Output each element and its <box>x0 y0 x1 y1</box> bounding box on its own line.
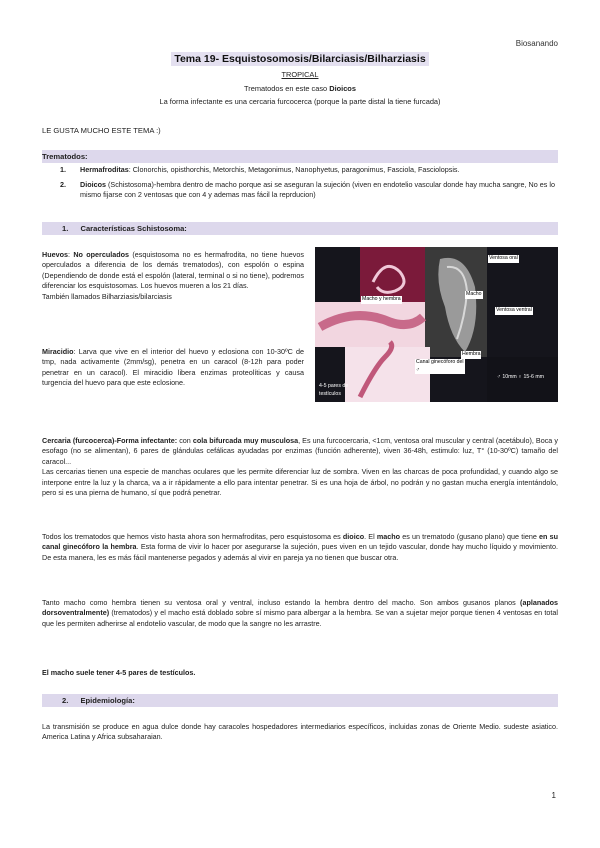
testiculos-paragraph: El macho suele tener 4-5 pares de testículos. <box>42 668 196 677</box>
ventosas-t1: Tanto macho como hembra tienen su ventosa oral y ventral, incluso estando la hembra dentro del macho. Son ambos gusanos planos <box>42 598 521 607</box>
dioico-b2: macho <box>376 532 401 541</box>
cercaria-bold: cola bifurcada muy musculosa <box>192 436 299 445</box>
section-number: 1. <box>62 224 69 233</box>
label-ventosa-oral: Ventosa oral <box>489 255 518 261</box>
miracidio-label: Miracidio <box>42 347 74 356</box>
dioico-t3: es un trematodo (gusano plano) que tiene <box>400 532 540 541</box>
list-bold: Hermafroditas <box>80 165 129 174</box>
section-number: 2. <box>62 696 69 705</box>
remark: LE GUSTA MUCHO ESTE TEMA :) <box>42 126 161 135</box>
ventosas-b1: (aplanados dorsoventralmente) <box>42 598 558 618</box>
label-ventosa-ventral: Ventosa ventral <box>496 307 532 313</box>
subtitle: TROPICAL <box>281 70 319 79</box>
miracidio-paragraph <box>42 347 304 389</box>
cercaria-text-2: Las cercarias tienen una especie de manchas oculares que les permite diferenciar luz de sombra. Viven en las charcas de poca profundidad, y cuando algo se interpone entre la luz y la charca, va a ir rápidamente a ello para intentar penetrar. Si es una hoja de árbol, no podrán y no gastan mucha energía intentándolo, pero si es una pierna de humano, sí que podrá penetrar. <box>42 467 558 498</box>
schistosoma-figure <box>315 247 558 402</box>
list-item <box>60 165 555 175</box>
list-number: 1. <box>60 165 66 174</box>
section-header-caracteristicas <box>42 222 558 235</box>
miracidio-text: : Larva que vive en el interior del huevo y eclosiona con 10-30ºC de tmp, nada activamente (2mm/sg), penetra en un caracol (8-12h para poder penetrar en un caracol). El miracidio libera enzimas proteolíticas y causa turgencia del huevo para que este eclosione. <box>42 347 304 388</box>
intro-line-1 <box>0 84 600 95</box>
ventosas-t2: (trematodos) y el macho está doblado sobre sí mismo para albergar a la hembra. Se van a sujetar mejor porque tienen 4 ventosas en total que les permiten adherirse al endotelio vascular, de modo que la sangre no les arrastre. <box>42 608 558 628</box>
section-title: Trematodos: <box>42 152 88 161</box>
huevos-bold: No operculados <box>73 250 130 259</box>
huevos-paragraph: Huevos: No operculados (esquistosoma no es hermafrodita, no tiene huevos operculados a diferencia de los demás trematodos), con espolón o espina (Dependiendo de donde está el espolón (lateral, terminal o si no tiene), podremos diferenciar los esquistosomas. Los huevos mueren a los 21 días. También llamados Bilharziasis/bilarciasis <box>42 250 304 301</box>
label-hembra: Hembra <box>462 351 481 357</box>
dioico-paragraph <box>42 532 558 563</box>
page-number: 1 <box>551 791 556 800</box>
list-text: : Clonorchis, opisthorchis, Metorchis, Metagonimus, Nanophyetus, paragonimus, Fasciola, Fasciolopsis. <box>128 165 460 174</box>
dioico-b1: dioico <box>342 532 365 541</box>
intro-line-2: La forma infectante es una cercaria furcocerca (porque la parte distal la tiene furcada) <box>159 97 441 106</box>
list-bold: Dioicos <box>80 180 106 189</box>
label-macho-hembra: Macho y hembra <box>362 296 401 302</box>
label-testiculos: 4-5 pares de testículos <box>319 383 349 397</box>
dioico-t1: Todos los trematodos que hemos visto hasta ahora son hermafroditas, pero esquistosoma es <box>42 532 343 541</box>
intro-line-1-text: Trematodos en este caso <box>244 84 330 93</box>
brand-header: Biosanando <box>515 39 558 48</box>
cercaria-label: Cercaria (furcocerca)-Forma infectante: <box>42 436 178 445</box>
dioico-b3: en su canal ginecóforo la hembra <box>42 532 558 552</box>
huevos-line2: También llamados Bilharziasis/bilarciasis <box>42 291 172 301</box>
cercaria-paragraph <box>42 436 558 499</box>
label-tamano: ♂ 10mm ♀ 15-6 mm <box>497 374 544 380</box>
page-title-wrap <box>0 52 600 67</box>
dioico-t2: . El <box>364 532 377 541</box>
dioico-t4: . Esta forma de vivir lo hacer por asegurarse la sujeción, pues viven en un tejido vascular, donde hay mucho líquido y movimiento. De esta manera, les es más fácil mantenerse pegados y además al vivir en pareja ya no tienen que buscar otra. <box>42 542 558 562</box>
epidemiologia-paragraph: La transmisión se produce en agua dulce donde hay caracoles hospedadores intermediarios específicos, incluidas zonas de Oriente Medio. sudeste asiatico. America Latina y Africa subsaharaian. <box>42 722 558 742</box>
page-title: Tema 19- Esquistosomosis/Bilarciasis/Bilharziasis <box>171 52 428 66</box>
section-title: Epidemiología: <box>80 696 135 705</box>
label-canal: Canal ginecóforo del ♂ <box>416 359 464 373</box>
cercaria-mid: con <box>177 436 193 445</box>
ventosas-paragraph <box>42 598 558 629</box>
cercaria-text: , Es una furcocercaria, <1cm, ventosa oral muscular y central (acetábulo), Boca y esofago (no se alimentan), 6 pares de glándulas cefálicas ayudadas por enzimas (función adherente), viven 36-48h, estimulo: luz, T° (10-30ºC) tamaño del caracol... <box>42 436 558 466</box>
section-header-trematodos <box>42 150 558 163</box>
section-header-epidemiologia <box>42 694 558 707</box>
intro-line-1-bold: Dioicos <box>329 84 356 93</box>
list-number: 2. <box>60 180 66 189</box>
huevos-text: (esquistosoma no es hermafrodita, no tiene huevos operculados a diferencia de los demás trematodos), con espolón o espina (Dependiendo de donde está el espolón (lateral, terminal o si no tiene), podremos diferenciar los esquistosomas. Los huevos mueren a los 21 días. <box>42 250 304 291</box>
section-title: Características Schistosoma: <box>80 224 187 233</box>
huevos-label: Huevos <box>42 250 68 259</box>
list-item <box>60 180 555 201</box>
label-macho: Macho <box>466 291 482 297</box>
list-text: (Schistosoma)-hembra dentro de macho porque asi se aseguran la sujeción (viven en endotelio vascular donde hay mucha sangre, No es lo mismo fijarse con 2 ventosas que con 4 y ademas mas fácil la reprducion) <box>80 180 555 200</box>
